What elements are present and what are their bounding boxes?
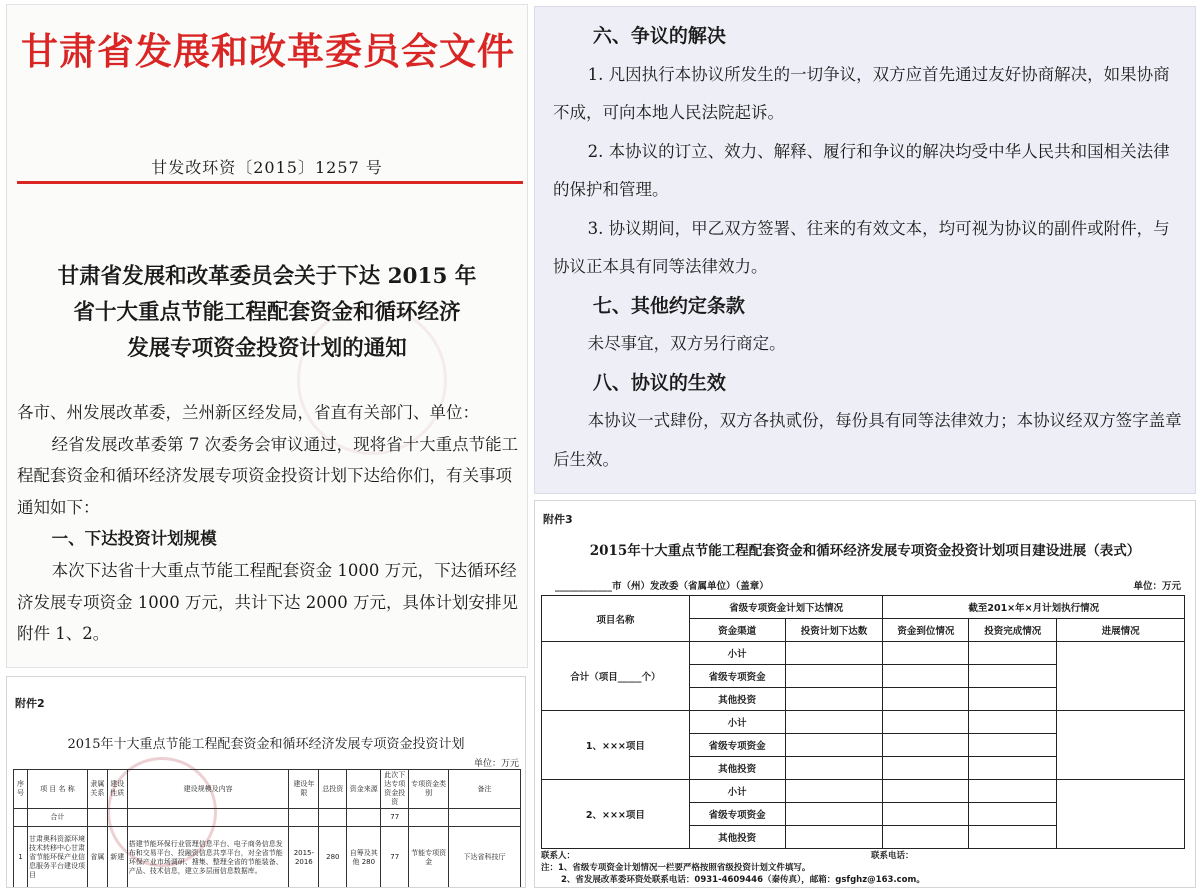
header-cell: 资金渠道 — [689, 619, 785, 642]
cell: 小计 — [689, 780, 785, 803]
header-cell: 备注 — [449, 770, 521, 809]
note-line: 注：1、省级专项资金计划情况一栏要严格按照省级投资计划文件填写。 — [541, 863, 811, 873]
cell: 自筹及其他 280 — [347, 827, 381, 889]
notice-title-line: 甘肃省发展和改革委员会关于下达 2015 年 — [57, 264, 477, 289]
header-cell: 建设性质 — [107, 770, 127, 809]
notice-title — [7, 259, 527, 367]
header-cell: 此次下达专项资金投资 — [381, 770, 409, 809]
header-cell: 资金来源 — [347, 770, 381, 809]
clause-paragraph: 2. 本协议的订立、效力、解释、履行和争议的解决均受中华人民共和国相关法律的保护和管理。 — [553, 141, 1170, 199]
attachment2-document — [6, 676, 526, 888]
clause-paragraph: 本协议一式肆份，双方各执贰份，每份具有同等法律效力；本协议经双方签字盖章后生效。 — [553, 411, 1182, 469]
submitter-line: ____________市（州）发改委（省属单位）（盖章） — [555, 581, 769, 592]
header-cell: 项 目 名 称 — [27, 770, 87, 809]
table-row — [542, 780, 1185, 803]
header-cell: 序号 — [14, 770, 28, 809]
cell: 280 — [319, 827, 347, 889]
header-cell: 建设年限 — [289, 770, 319, 809]
attachment-title: 2015年十大重点节能工程配套资金和循环经济发展专项资金投资计划 — [67, 737, 465, 752]
notice-title-line: 发展专项资金投资计划的通知 — [127, 336, 407, 361]
attachment-title: 2015年十大重点节能工程配套资金和循环经济发展专项资金投资计划项目建设进展（表式） — [589, 543, 1141, 559]
cell: 下达省科技厅 — [449, 827, 521, 889]
cell: 节能专项资金 — [409, 827, 449, 889]
agreement-body — [553, 17, 1183, 479]
table-row — [542, 711, 1185, 734]
table-header-row — [14, 770, 521, 809]
cell: 搭建节能环保行业管理信息平台、电子商务信息发布和交易平台、投融资信息共享平台，对全省节能环保产业市场调研、搜集、整理全省的节能装备、产品、技术信息，建立多层面信息数据库。 — [127, 827, 289, 889]
note-line: 2、省发展改革委环资处联系电话：0931-4609446（秦传真），邮箱：gsfghz@163.com。 — [561, 875, 925, 885]
cell: 省级专项资金 — [689, 665, 785, 688]
document-number: 甘发改环资〔2015〕1257 号 — [151, 158, 383, 177]
total-label-cell: 合计 — [27, 809, 87, 827]
cell: 新建 — [107, 827, 127, 889]
header-cell: 投资计划下达数 — [785, 619, 883, 642]
group-name-cell: 合计（项目_____个） — [542, 642, 690, 711]
contact-phone: 联系电话： — [871, 851, 914, 861]
investment-plan-table — [13, 769, 521, 888]
cell: 其他投资 — [689, 757, 785, 780]
red-letterhead: 甘肃省发展和改革委员会文件 — [21, 29, 515, 73]
group-name-cell: 1、×××项目 — [542, 711, 690, 780]
notice-title-line: 省十大重点节能工程配套资金和循环经济 — [73, 300, 461, 325]
clause-paragraph: 3. 协议期间，甲乙双方签署、往来的有效文本，均可视为协议的副件或附件，与协议正本具有同等法律效力。 — [553, 218, 1170, 276]
header-cell: 投资完成情况 — [969, 619, 1057, 642]
header-cell: 资金到位情况 — [883, 619, 969, 642]
clause-heading: 八、协议的生效 — [592, 371, 726, 394]
cell: 2015-2016 — [289, 827, 319, 889]
red-divider-line — [17, 181, 523, 184]
header-cell: 专项资金类别 — [409, 770, 449, 809]
header-cell: 项目名称 — [542, 596, 690, 642]
attachment3-document — [534, 500, 1196, 888]
clause-heading: 七、其他约定条款 — [592, 294, 745, 317]
notice-body — [17, 397, 525, 650]
header-cell: 隶属关系 — [87, 770, 107, 809]
cell: 省级专项资金 — [689, 803, 785, 826]
header-cell: 截至201×年×月计划执行情况 — [883, 596, 1185, 619]
cell: 1 — [14, 827, 28, 889]
section-paragraph: 本次下达省十大重点节能工程配套资金 1000 万元，下达循环经济发展专项资金 1000 万元，共计下达 2000 万元，具体计划安排见附件 1、2。 — [17, 560, 518, 644]
section-heading: 一、下达投资计划规模 — [51, 529, 217, 549]
cell: 小计 — [689, 711, 785, 734]
clause-paragraph: 未尽事宜，双方另行商定。 — [587, 334, 786, 353]
header-cell: 总投资 — [319, 770, 347, 809]
progress-table — [541, 595, 1185, 849]
header-cell: 进展情况 — [1057, 619, 1185, 642]
cell: 其他投资 — [689, 688, 785, 711]
notice-document — [6, 4, 528, 668]
clause-heading: 六、争议的解决 — [592, 25, 726, 47]
attachment-label: 附件3 — [543, 513, 573, 526]
clause-paragraph: 1. 凡因执行本协议所发生的一切争议，双方应首先通过友好协商解决，如果协商不成，可向本地人民法院起诉。 — [553, 64, 1170, 122]
unit-label: 单位：万元 — [1133, 581, 1181, 592]
attachment-label: 附件2 — [15, 697, 45, 710]
cell: 省属 — [87, 827, 107, 889]
table-row — [14, 809, 521, 827]
cell: 77 — [381, 827, 409, 889]
unit-label: 单位：万元 — [473, 759, 519, 769]
intro-paragraph: 经省发展改革委第 7 次委务会审议通过，现将省十大重点节能工程配套资金和循环经济发展专项资金投资计划下达给你们，有关事项通知如下： — [17, 434, 519, 517]
table-row — [14, 827, 521, 889]
total-value-cell: 77 — [381, 809, 409, 827]
table-header-row — [542, 596, 1185, 619]
table-row — [542, 642, 1185, 665]
cell: 小计 — [689, 642, 785, 665]
header-cell: 建设规模及内容 — [127, 770, 289, 809]
recipients-line: 各市、州发展改革委，兰州新区经发局，省直有关部门、单位： — [17, 403, 479, 422]
agreement-document — [534, 6, 1196, 494]
contact-person: 联系人： — [541, 851, 576, 861]
cell: 其他投资 — [689, 826, 785, 849]
cell: 省级专项资金 — [689, 734, 785, 757]
cell: 甘肃奥科资源环境技术转移中心甘肃省节能环保产业信息服务平台建设项目 — [27, 827, 87, 889]
header-cell: 省级专项资金计划下达情况 — [689, 596, 883, 619]
group-name-cell: 2、×××项目 — [542, 780, 690, 849]
